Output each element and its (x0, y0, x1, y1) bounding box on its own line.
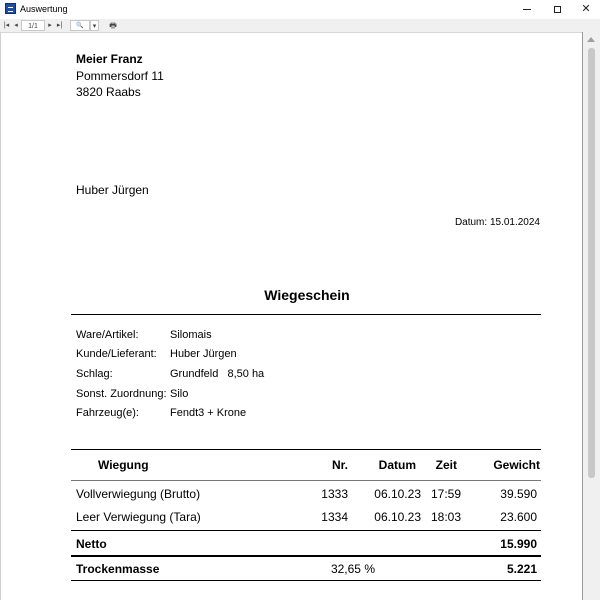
netto-divider (71, 530, 541, 531)
zoom-icon[interactable]: 🔍 (70, 20, 90, 31)
detail-value: Silo (170, 388, 189, 400)
detail-label: Fahrzeug(e): (76, 407, 139, 419)
zoom-dropdown-icon[interactable]: ▾ (90, 20, 99, 31)
table-cell-nr: 1333 (321, 487, 348, 501)
maximize-button[interactable] (543, 0, 571, 19)
column-header-wiegung: Wiegung (98, 458, 149, 472)
netto-label: Netto (76, 537, 107, 551)
trockenmasse-label: Trockenmasse (76, 562, 160, 576)
table-cell-gewicht: 39.590 (500, 487, 537, 501)
table-cell-zeit: 18:03 (430, 510, 461, 524)
netto-value: 15.990 (500, 537, 537, 551)
table-cell-datum: 06.10.23 (374, 510, 421, 524)
page-indicator[interactable]: 1/1 (21, 20, 45, 31)
minimize-button[interactable] (513, 0, 541, 19)
print-icon[interactable]: 🖶 (109, 21, 117, 30)
column-header-gewicht: Gewicht (493, 458, 540, 472)
vertical-scrollbar[interactable] (583, 32, 600, 600)
table-cell-nr: 1334 (321, 510, 348, 524)
detail-label: Kunde/Lieferant: (76, 348, 157, 360)
title-divider (71, 314, 541, 315)
column-header-zeit: Zeit (435, 458, 457, 472)
table-bottom-border (71, 580, 541, 581)
last-page-icon[interactable]: ▸| (56, 22, 63, 29)
recipient-name: Huber Jürgen (76, 183, 149, 197)
report-toolbar (0, 19, 600, 32)
first-page-icon[interactable]: |◂ (3, 22, 10, 29)
scroll-thumb[interactable] (588, 48, 595, 478)
column-header-nr: Nr. (331, 458, 348, 472)
detail-value: Silomais (170, 329, 212, 341)
close-icon: ✕ (581, 3, 591, 15)
table-row-label: Leer Verwiegung (Tara) (76, 510, 201, 524)
detail-value: Huber Jürgen (170, 348, 237, 360)
maximize-icon (554, 6, 561, 13)
trockenmasse-divider (71, 555, 541, 557)
minimize-icon (523, 9, 531, 10)
table-cell-zeit: 17:59 (430, 487, 461, 501)
trockenmasse-value: 5.221 (506, 562, 537, 576)
document-date: Datum: 15.01.2024 (454, 217, 540, 228)
table-row-label: Vollverwiegung (Brutto) (76, 487, 201, 501)
prev-page-icon[interactable]: ◂ (14, 22, 18, 29)
detail-value: Fendt3 + Krone (170, 407, 247, 419)
table-cell-datum: 06.10.23 (374, 487, 421, 501)
window-titlebar (0, 0, 600, 20)
detail-label: Schlag: (76, 368, 113, 380)
app-icon (5, 3, 16, 14)
detail-label: Sonst. Zuordnung: (76, 388, 167, 400)
trockenmasse-percent: 32,65 % (330, 562, 375, 576)
column-header-datum: Datum (378, 458, 416, 472)
window-title: Auswertung (20, 4, 68, 14)
next-page-icon[interactable]: ▸ (48, 22, 52, 29)
sender-street: Pommersdorf 11 (76, 69, 164, 83)
sender-city: 3820 Raabs (76, 85, 141, 99)
header-divider (71, 480, 541, 481)
close-button[interactable] (572, 0, 600, 19)
document-title: Wiegeschein (264, 287, 350, 303)
sender-name: Meier Franz (76, 52, 143, 66)
table-cell-gewicht: 23.600 (500, 510, 537, 524)
detail-value: Grundfeld 8,50 ha (170, 368, 265, 380)
table-top-border (71, 449, 541, 450)
scroll-up-arrow-icon[interactable] (587, 37, 595, 42)
report-page (0, 32, 583, 600)
detail-label: Ware/Artikel: (76, 329, 139, 341)
